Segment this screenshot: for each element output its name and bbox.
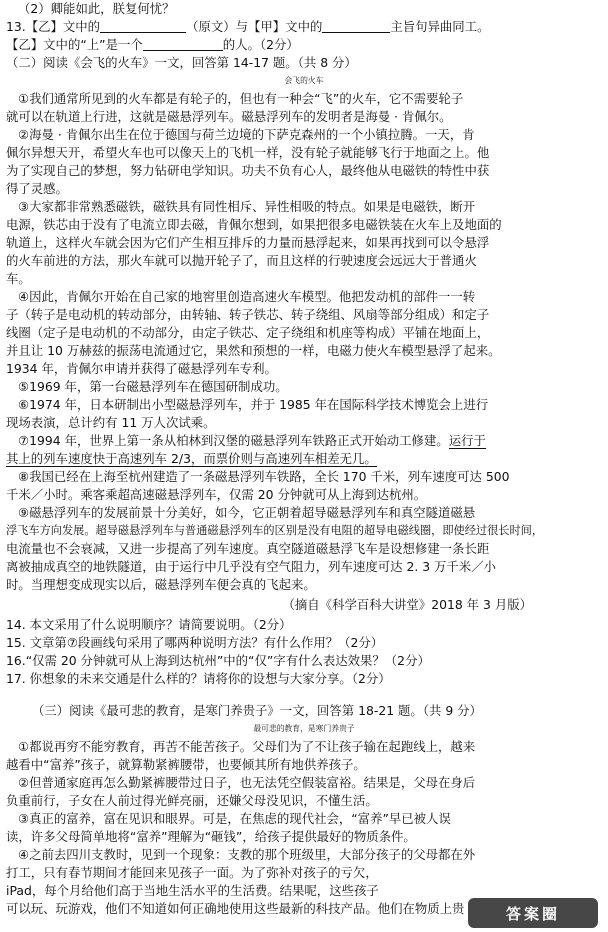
paragraph-line: ②但普通家庭再怎么勤紧裤腰带过日子，也无法凭空假装富裕。结果是，父母在身后 [18,775,476,790]
paragraph-line: ④因此，肯佩尔开始在自己家的地窖里创造高速火车模型。他把发动机的部件一一转 [18,289,476,304]
paragraph-line: 电源，铁芯由于没有了电流立即去磁，肯佩尔想到，如果把很多电磁铁装在火车上及地面的 [6,217,502,232]
paragraph-line: 离被抽成真空的地铁隧道，由于运行中几乎没有空气阻力，列车速度可达 2. 3 万千米／小 [6,559,496,574]
paragraph-line: ②海曼 · 肯佩尔出生在位于德国与荷兰边境的下萨克森州的一个小镇拉腾。一天，肯 [18,127,475,142]
paragraph-line: ③大家都非常熟悉磁铁，磁铁具有同性相斥、异性相吸的特点。如果是电磁铁，断开 [18,199,476,214]
underlined-sentence: 其上的列车速度快于高速列车 2/3，而票价则与高速列车相差无几。 [6,451,377,466]
paragraph-line: 1934 年，肯佩尔申请并获得了磁悬浮列车专利。 [6,361,277,376]
paragraph-line: ⑥1974 年，日本研制出小型磁悬浮列车，并于 1985 年在国际科学技术博览会上进行 [18,397,489,412]
paragraph-line: 轨道上，这样火车就会因为它们产生相互排斥的力量而悬浮起来，如果再找到可以令悬浮 [6,235,490,250]
paragraph-line: 车。 [6,271,31,286]
paragraph-line: 时。当理想变成现实以后，磁悬浮列车便会真的飞起来。 [6,577,316,592]
article-2-title: 最可悲的教育，是寒门养贵子 [253,724,355,733]
answer-blank [100,20,186,33]
paragraph-line: 的火车前进的方法，那火车就可以抛开轮子了，而且这样的行驶速度会远远大于普通火 [6,253,477,268]
paragraph-line: ③真正的富养，富在见识和眼界。可是，在焦虑的现代社会，“富养”早已被人误 [18,811,451,826]
question-13-text: （原文）与【甲】文中的 [186,19,323,34]
article-1-title: 会飞的火车 [284,76,324,85]
paragraph-line [18,432,486,450]
paragraph-line: 为了实现自己的梦想，努力钻研电学知识。功夫不负有心人，最终他从电磁铁的特性中获 [6,163,490,178]
paragraph-line: 线圈（定子是电动机的不动部分，由定子铁芯、定子绕组和机座等构成）平铺在地面上， [6,325,490,340]
text-line: （2）卿能如此，朕复何忧？ [18,1,175,16]
paragraph-line: 浮飞车方向发展。超导磁悬浮列车与普通磁悬浮列车的区别是没有电阻的超导电磁线圈，即使经过很长时间， [6,524,544,537]
watermark-text: 答案圈 [505,904,560,923]
question-13-text: 【乙】文中的“上”是一个 [6,37,143,52]
paragraph-line: 千米／小时。乘客乘超高速磁悬浮列车，仅需 20 分钟就可从上海到达杭州。 [6,487,427,502]
paragraph-line: 打工，只有春节期间才能回来见孩子一面。为了弥补对孩子的亏欠， [6,865,378,880]
paragraph-line: ⑧我国已经在上海至杭州建造了一条磁悬浮列车铁路，全长 170 千米，列车速度可达 500 [18,469,510,484]
paragraph-line: ④之前去四川支教时，见到一个现象：支教的那个班级里，大部分孩子的父母都在外 [18,847,476,862]
paragraph-line: ①我们通常所见到的火车都是有轮子的，但也有一种会“飞”的火车，它不需要轮子 [18,91,464,106]
question-14: 14. 本文采用了什么说明顺序？请简要说明。（2分） [6,617,292,632]
paragraph-line: iPad，每个月给他们高于当地生活水平的生活费。结果呢，这些孩子 [6,883,379,898]
paragraph-line: 就可以在轨道上行进，这就是磁悬浮列车。磁悬浮列车的发明者是海曼 · 肯佩尔。 [6,109,452,124]
question-13-text: 的人。（2分） [222,37,299,52]
paragraph-line: ①都说再穷不能穷教育，再苦不能苦孩子。父母们为了不让孩子输在起跑线上，越来 [18,739,476,754]
paragraph-line: 现场表演，总计约有 11 万人次试乘。 [6,415,216,430]
paragraph-line: 并且让 10 万赫兹的振荡电流通过它，果然和预想的一样，电磁力使火车模型悬浮了起来。 [6,343,501,358]
paragraph-line: ⑨磁悬浮列车的发展前景十分美好，如今，它正朝着超导磁悬浮列车和真空隧道磁悬 [18,505,476,520]
paragraph-line: 负重前行，子女在人前过得光鲜亮丽，还嫌父母没见识，不懂生活。 [6,793,378,808]
paragraph-line: 得了灵感。 [6,181,68,196]
section-3-heading: （三）阅读《最可悲的教育，是寒门养贵子》一文，回答第 18-21 题。（共 9 分） [32,703,482,718]
paragraph-line: ⑤1969 年，第一台磁悬浮列车在德国研制成功。 [18,379,288,394]
question-17: 17. 你想象的未来交通是什么样的？请将你的设想与大家分享。（2分） [6,671,391,686]
question-15: 15. 文章第⑦段画线句采用了哪两种说明方法？有什么作用？（2分） [6,635,384,650]
paragraph-line: 子（转子是电动机的转动部分，由转轴、转子铁芯、转子绕组、风扇等部分组成）和定子 [6,307,490,322]
question-13-line-1 [6,18,489,36]
paragraph-line: 佩尔异想天开，希望火车也可以像天上的飞机一样，没有轮子就能够飞行于地面之上。他 [6,145,490,160]
paragraph-line: 读，许多父母简单地将“富养”理解为“砸钱”，给孩子提供最好的物质条件。 [6,829,416,844]
watermark-logo [468,898,598,928]
paragraph-text: ⑦1994 年，世界上第一条从柏林到汉堡的磁悬浮列车铁路正式开始动工修建。 [18,433,449,448]
answer-blank [322,20,390,33]
question-13-text: 13.【乙】文中的 [6,19,101,34]
paragraph-line [6,450,377,468]
question-13-text: 主旨句异曲同工。 [390,19,490,34]
paragraph-line: 电流量也不会衰减，又进一步提高了列车速度。真空隧道磁悬浮飞车是设想修建一条长距 [6,541,490,556]
source-citation: （摘自《科学百科大讲堂》2018 年 3 月版） [282,597,532,612]
paragraph-line: 可以玩、玩游戏，他们不知道如何正确地使用这些最新的科技产品。他们在物质上贵 [6,901,465,916]
question-13-line-2 [6,36,299,54]
paragraph-line: 越看中“富养”孩子，就算勒紧裤腰带，也要倾其所有地供养孩子。 [6,757,366,772]
answer-blank [143,38,223,51]
section-2-heading: （二）阅读《会飞的火车》一文，回答第 14-17 题。（共 8 分） [6,55,357,70]
underlined-sentence: 运行于 [448,433,486,448]
question-16: 16.“仅需 20 分钟就可从上海到达杭州”中的“仅”字有什么表达效果？（2分） [6,653,430,668]
